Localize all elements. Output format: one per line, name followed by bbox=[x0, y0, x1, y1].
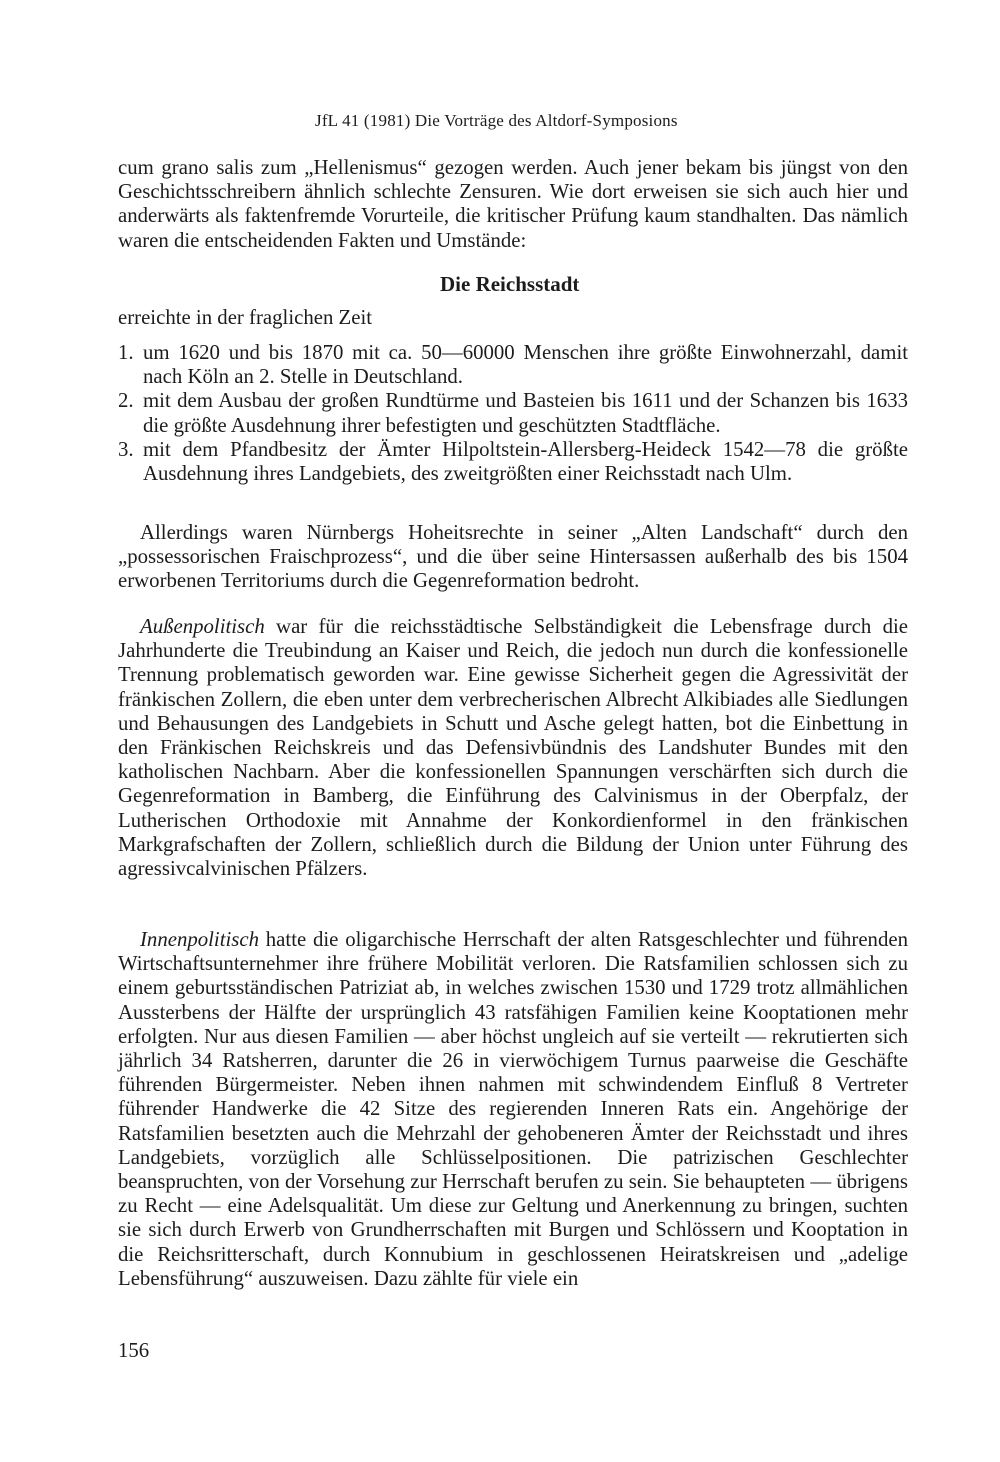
list-item-number: 1. bbox=[118, 341, 134, 364]
list-item bbox=[118, 341, 908, 389]
list-item bbox=[118, 438, 908, 486]
section-heading: Die Reichsstadt bbox=[440, 272, 580, 296]
paragraph-rights: Allerdings waren Nürnbergs Hoheitsrechte in seiner „Alten Landschaft“ durch den „possessorischen Fraischprozess“, und die über seine Hintersassen außerhalb des bis 1504 erworbenen Territoriums durch die Gegenreformation bedroht. bbox=[118, 521, 908, 593]
running-header: JfL 41 (1981) Die Vorträge des Altdorf-Symposions bbox=[315, 111, 678, 130]
paragraph-text: war für die reichsstädtische Selbständigkeit die Lebensfrage durch die Jahrhunderte die Treubindung an Kaiser und Reich, die jedoch nun durch die konfessionelle Trennung problematisch geworden war. Eine gewisse Sicherheit gegen die Agressivität der fränkischen Zollern, die eben unter dem verbrecherischen Albrecht Alkibiades alle Siedlungen und Behausungen des Landgebiets in Schutt und Asche gelegt hatten, bot die Einbettung in den Fränkischen Reichskreis und das Defensivbündnis des Landshuter Bundes mit den katholischen Nachbarn. Aber die konfessionellen Spannungen verschärften sich durch die Gegenreformation in Bamberg, die Einführung des Calvinismus in der Oberpfalz, der Lutherischen Orthodoxie mit Annahme der Konkordienformel in den fränkischen Markgrafschaften der Zollern, schließlich durch die Bildung der Union unter Führung des agressivcalvinischen Pfälzers. bbox=[118, 615, 908, 881]
paragraph-foreign-policy bbox=[118, 615, 908, 881]
paragraph-lead-term: Innenpolitisch bbox=[140, 928, 259, 951]
document-page bbox=[118, 0, 908, 1462]
paragraph-domestic-policy bbox=[118, 928, 908, 1291]
paragraph-text: hatte die oligarchische Herrschaft der alten Ratsgeschlechter und führenden Wirtschaftsunternehmer ihre frühere Mobilität verloren. Die Ratsfamilien schlossen sich zu einem geburtsständischen Patriziat ab, in welches zwischen 1530 und 1729 trotz allmählichen Aussterbens der Hälfte der ursprünglich 43 ratsfähigen Familien keine Kooptationen mehr erfolgten. Nur aus diesen Familien — aber höchst ungleich auf sie verteilt — rekrutierten sich jährlich 34 Ratsherren, darunter die 26 in vierwöchigem Turnus paarweise die Geschäfte führenden Bürgermeister. Neben ihnen nahmen mit schwindendem Einfluß 8 Vertreter führender Handwerke die 42 Sitze des regierenden Inneren Rats ein. Angehörige der Ratsfamilien besetzten auch die Mehrzahl der gehobeneren Ämter der Reichsstadt und ihres Landgebiets, vorzüglich alle Schlüsselpositionen. Die patrizischen Geschlechter beanspruchten, von der Vorsehung zur Herrschaft berufen zu sein. Sie behaupteten — übrigens zu Recht — eine Adelsqualität. Um diese zur Geltung und Anerkennung zu bringen, suchten sie sich durch Erwerb von Grundherrschaften mit Burgen und Schlössern und Kooptation in die Reichsritterschaft, durch Konnubium in geschlossenen Heiratskreisen und „adelige Lebensführung“ auszuweisen. Dazu zählte für viele ein bbox=[118, 928, 908, 1290]
list-item-number: 2. bbox=[118, 389, 134, 413]
numbered-list bbox=[118, 341, 908, 486]
list-item-number: 3. bbox=[118, 437, 134, 461]
list-item-text: mit dem Pfandbesitz der Ämter Hilpoltstein-Allersberg-Heideck 1542—78 die größte Ausdehnung ihres Landgebiets, des zweitgrößten einer Reichsstadt nach Ulm. bbox=[143, 437, 908, 486]
list-item-text: mit dem Ausbau der großen Rundtürme und Basteien bis 1611 und der Schanzen bis 1633 die größte Ausdehnung ihrer befestigten und geschützten Stadtfläche. bbox=[143, 389, 908, 437]
list-item-text: um 1620 und bis 1870 mit ca. 50—60000 Menschen ihre größte Einwohnerzahl, damit nach Köln an 2. Stelle in Deutschland. bbox=[143, 341, 908, 389]
paragraph-lead-term: Außenpolitisch bbox=[140, 615, 265, 638]
list-intro: erreichte in der fraglichen Zeit bbox=[118, 306, 373, 329]
list-item bbox=[118, 389, 908, 437]
paragraph-intro: cum grano salis zum „Hellenismus“ gezogen werden. Auch jener bekam bis jüngst von den Geschichtsschreibern ähnlich schlechte Zensuren. Wie dort erweisen sie sich auch hier und anderwärts als faktenfremde Vorurteile, die kritischer Prüfung kaum standhalten. Das nämlich waren die entscheidenden Fakten und Umstände: bbox=[118, 156, 908, 252]
page-number: 156 bbox=[118, 1339, 150, 1362]
